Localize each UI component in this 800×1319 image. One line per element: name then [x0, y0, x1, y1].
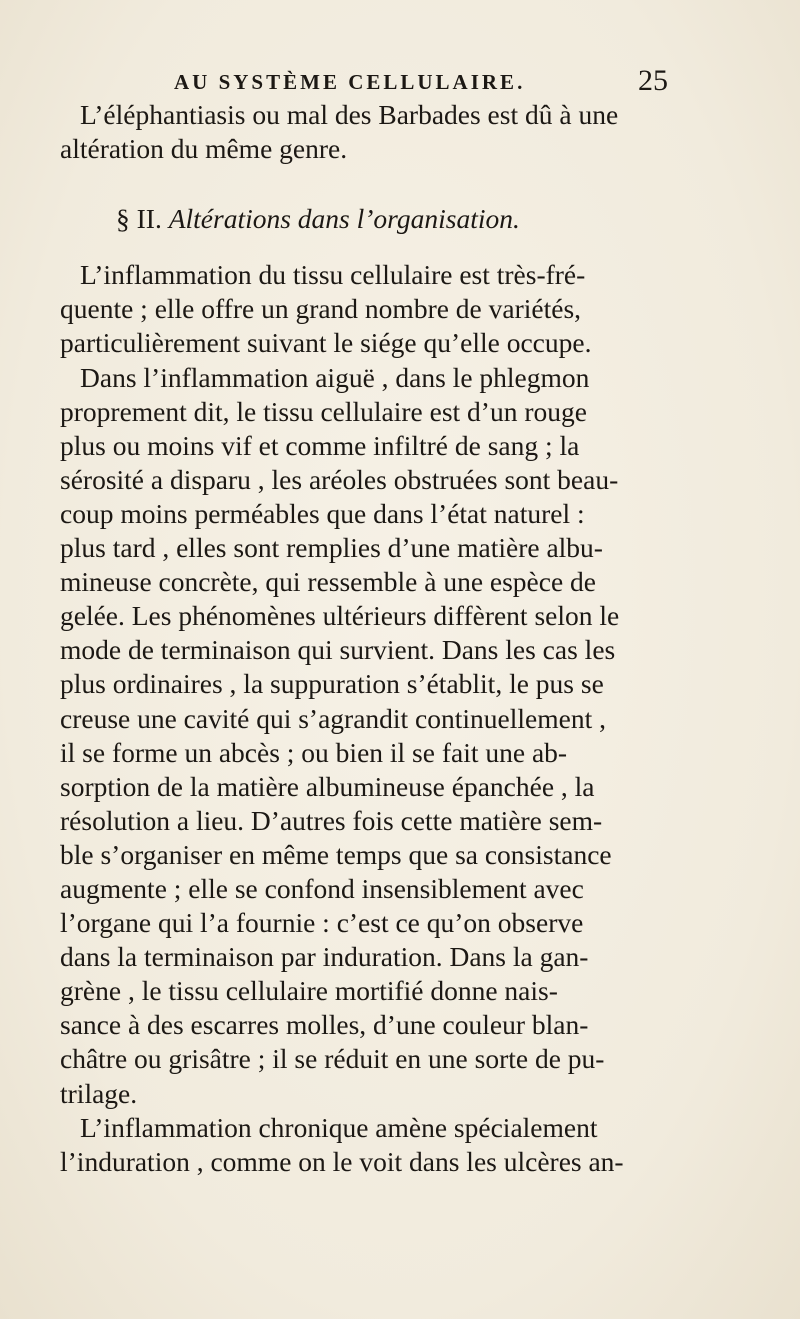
text-line: gelée. Les phénomènes ultérieurs diffèrent selon le	[60, 600, 620, 632]
text-line: l’organe qui l’a fournie : c’est ce qu’on observe	[60, 907, 584, 939]
text-line: particulièrement suivant le siége qu’elle occupe.	[60, 327, 592, 359]
text-line: L’inflammation du tissu cellulaire est très-fré-	[80, 259, 586, 291]
running-title: AU SYSTÈME CELLULAIRE.	[174, 70, 526, 94]
text-line: résolution a lieu. D’autres fois cette matière sem-	[60, 804, 603, 836]
text-line: il se forme un abcès ; ou bien il se fait une ab-	[60, 736, 568, 768]
text-line: proprement dit, le tissu cellulaire est d’un rouge	[60, 395, 587, 427]
text-line: L’inflammation chronique amène spécialement	[80, 1111, 598, 1143]
paragraph-chronic-inflammation	[60, 1111, 745, 1179]
text-line: plus ordinaires , la suppuration s’établit, le pus se	[60, 668, 604, 700]
text-line: ble s’organiser en même temps que sa consistance	[60, 838, 612, 870]
text-line: L’éléphantiasis ou mal des Barbades est dû à une	[80, 99, 619, 130]
paragraph-inflammation	[60, 258, 745, 1110]
text-line: Dans l’inflammation aiguë , dans le phlegmon	[80, 361, 590, 393]
section-heading	[60, 202, 745, 236]
text-line: sance à des escarres molles, d’une couleur blan-	[60, 1009, 589, 1041]
text-line: quente ; elle offre un grand nombre de variétés,	[60, 293, 582, 325]
section-number: § II.	[116, 203, 162, 235]
text-line: grène , le tissu cellulaire mortifié donne nais-	[60, 975, 558, 1007]
text-line: augmente ; elle se confond insensiblement avec	[60, 872, 584, 904]
text-line: mode de terminaison qui survient. Dans les cas les	[60, 634, 616, 666]
text-line: dans la terminaison par induration. Dans la gan-	[60, 941, 589, 973]
text-line: l’induration , comme on le voit dans les ulcères an-	[60, 1145, 624, 1177]
text-line: mineuse concrète, qui ressemble à une espèce de	[60, 566, 597, 598]
page-number: 25	[638, 64, 668, 97]
section-title: Altérations dans l’organisation.	[168, 203, 520, 235]
text-line: sorption de la matière albumineuse épanchée , la	[60, 770, 595, 802]
text-line: coup moins perméables que dans l’état naturel :	[60, 497, 585, 529]
paragraph-elephantiasis	[60, 98, 745, 166]
text-line: creuse une cavité qui s’agrandit continuellement ,	[60, 702, 606, 734]
text-line: altération du même genre.	[60, 133, 348, 165]
text-line: trilage.	[60, 1077, 138, 1109]
text-line: plus tard , elles sont remplies d’une matière albu-	[60, 532, 603, 564]
text-line: plus ou moins vif et comme infiltré de sang ; la	[60, 429, 580, 461]
text-line: châtre ou grisâtre ; il se réduit en une sorte de pu-	[60, 1043, 605, 1075]
text-line: sérosité a disparu , les aréoles obstruées sont beau-	[60, 463, 619, 495]
text-block	[60, 98, 745, 1179]
